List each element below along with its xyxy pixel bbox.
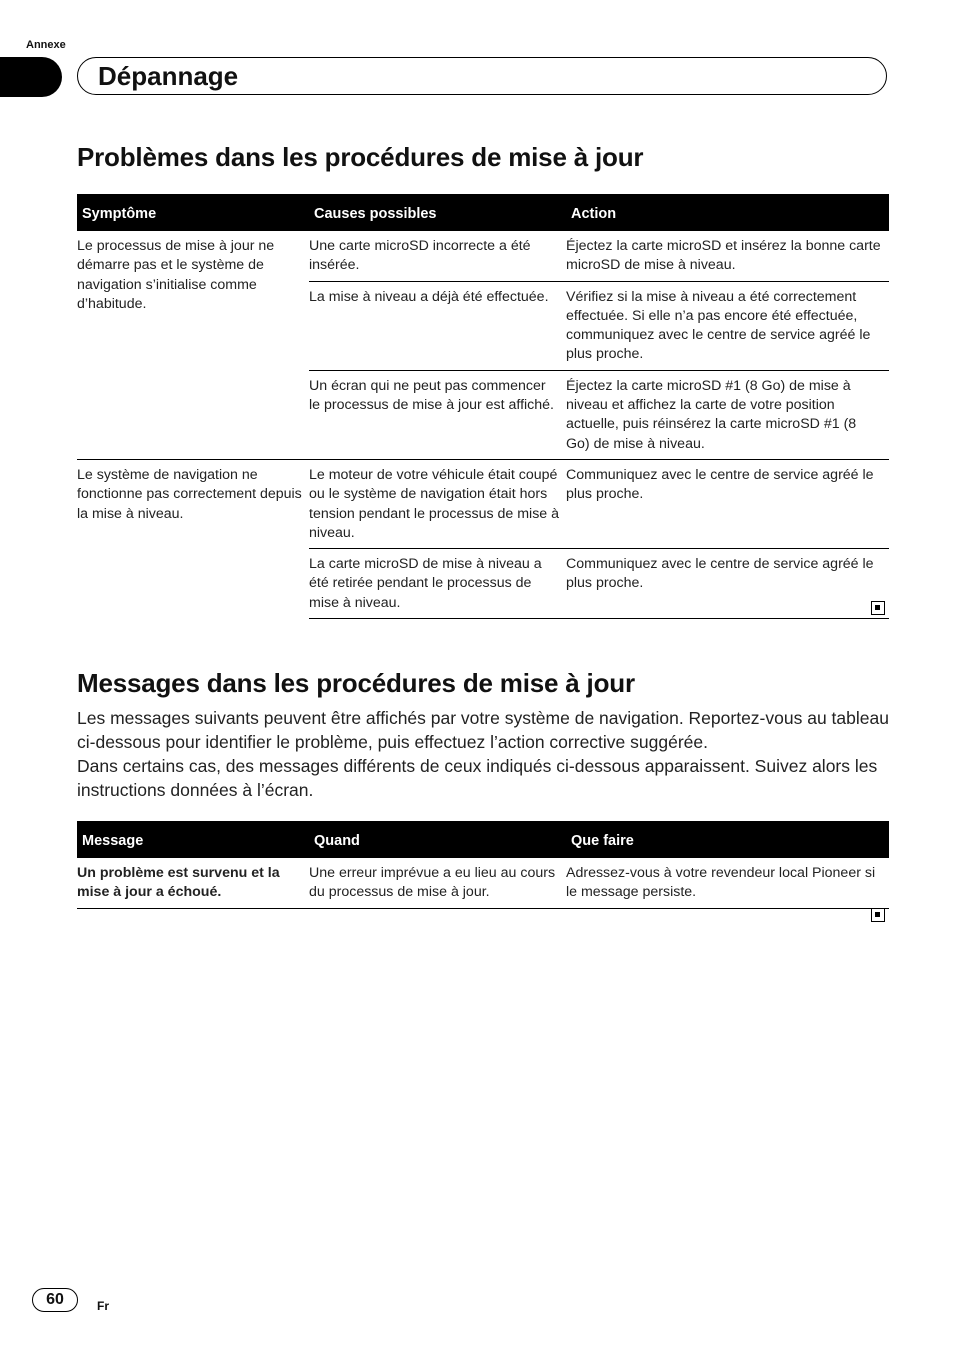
- update-problems-table: [77, 194, 889, 619]
- section1-title: Problèmes dans les procédures de mise à jour: [77, 142, 644, 172]
- chapter-tab-marker: [0, 57, 62, 97]
- page-number: 60: [32, 1288, 78, 1312]
- action-cell: Communiquez avec le centre de service agréé le plus proche.: [566, 459, 889, 548]
- intro-paragraph: Les messages suivants peuvent être affichés par votre système de navigation. Reportez-vous au tableau ci-dessous pour identifier le problème, puis effectuez l’action corrective suggérée.: [77, 708, 889, 752]
- intro-paragraph: Dans certains cas, des messages différents de ceux indiqués ci-dessous apparaissent. Suivez alors les instructions données à l’écran.: [77, 756, 878, 800]
- cause-cell: Une carte microSD incorrecte a été insérée.: [309, 238, 531, 274]
- chapter-title: Dépannage: [98, 61, 239, 91]
- table-row: [77, 459, 889, 548]
- action-cell: Éjectez la carte microSD #1 (8 Go) de mise à niveau et affichez la carte de votre position actuelle, puis réinsérez la carte microSD #1 (8 Go) de mise à niveau.: [566, 370, 889, 459]
- cause-cell: La carte microSD de mise à niveau a été retirée pendant le processus de mise à niveau.: [309, 549, 566, 619]
- update-messages-table: [77, 821, 889, 909]
- chapter-header-bar: [77, 57, 887, 95]
- what-to-do-cell: Adressez-vous à votre revendeur local Pioneer si le message persiste.: [566, 858, 889, 908]
- symptom-cell: Le système de navigation ne fonctionne pas correctement depuis la mise à niveau.: [77, 459, 309, 618]
- column-header-when: Quand: [309, 821, 566, 858]
- table-row: [77, 858, 889, 908]
- section-end-mark: [871, 908, 885, 922]
- language-label: Fr: [97, 1299, 109, 1313]
- action-cell: Éjectez la carte microSD et insérez la bonne carte microSD de mise à niveau.: [566, 238, 881, 274]
- when-cell: Une erreur imprévue a eu lieu au cours du processus de mise à jour.: [309, 858, 566, 908]
- cause-cell: La mise à niveau a déjà été effectuée.: [309, 281, 566, 370]
- column-header-action: Action: [566, 194, 889, 231]
- cause-cell: Le moteur de votre véhicule était coupé ou le système de navigation était hors tension pendant le processus de mise à niveau.: [309, 459, 566, 548]
- symptom-cell: Le processus de mise à jour ne démarre pas et le système de navigation s’initialise comme d’habitude.: [77, 238, 275, 312]
- column-header-message: Message: [77, 821, 309, 858]
- annex-label: Annexe: [26, 39, 66, 51]
- action-cell: Communiquez avec le centre de service agréé le plus proche.: [566, 549, 889, 619]
- message-cell: Un problème est survenu et la mise à jour a échoué.: [77, 858, 309, 908]
- section-end-mark: [871, 601, 885, 615]
- table-header-row: [77, 821, 889, 858]
- table-row: [77, 231, 889, 281]
- cause-cell: Un écran qui ne peut pas commencer le processus de mise à jour est affiché.: [309, 370, 566, 459]
- column-header-causes: Causes possibles: [309, 194, 566, 231]
- column-header-symptom: Symptôme: [77, 194, 309, 231]
- table-header-row: [77, 194, 889, 231]
- action-cell: Vérifiez si la mise à niveau a été correctement effectuée. Si elle n’a pas encore été effectuée, communiquez avec le centre de service agréé le plus proche.: [566, 281, 889, 370]
- column-header-what-to-do: Que faire: [566, 821, 889, 858]
- section2-title: Messages dans les procédures de mise à jour: [77, 668, 635, 698]
